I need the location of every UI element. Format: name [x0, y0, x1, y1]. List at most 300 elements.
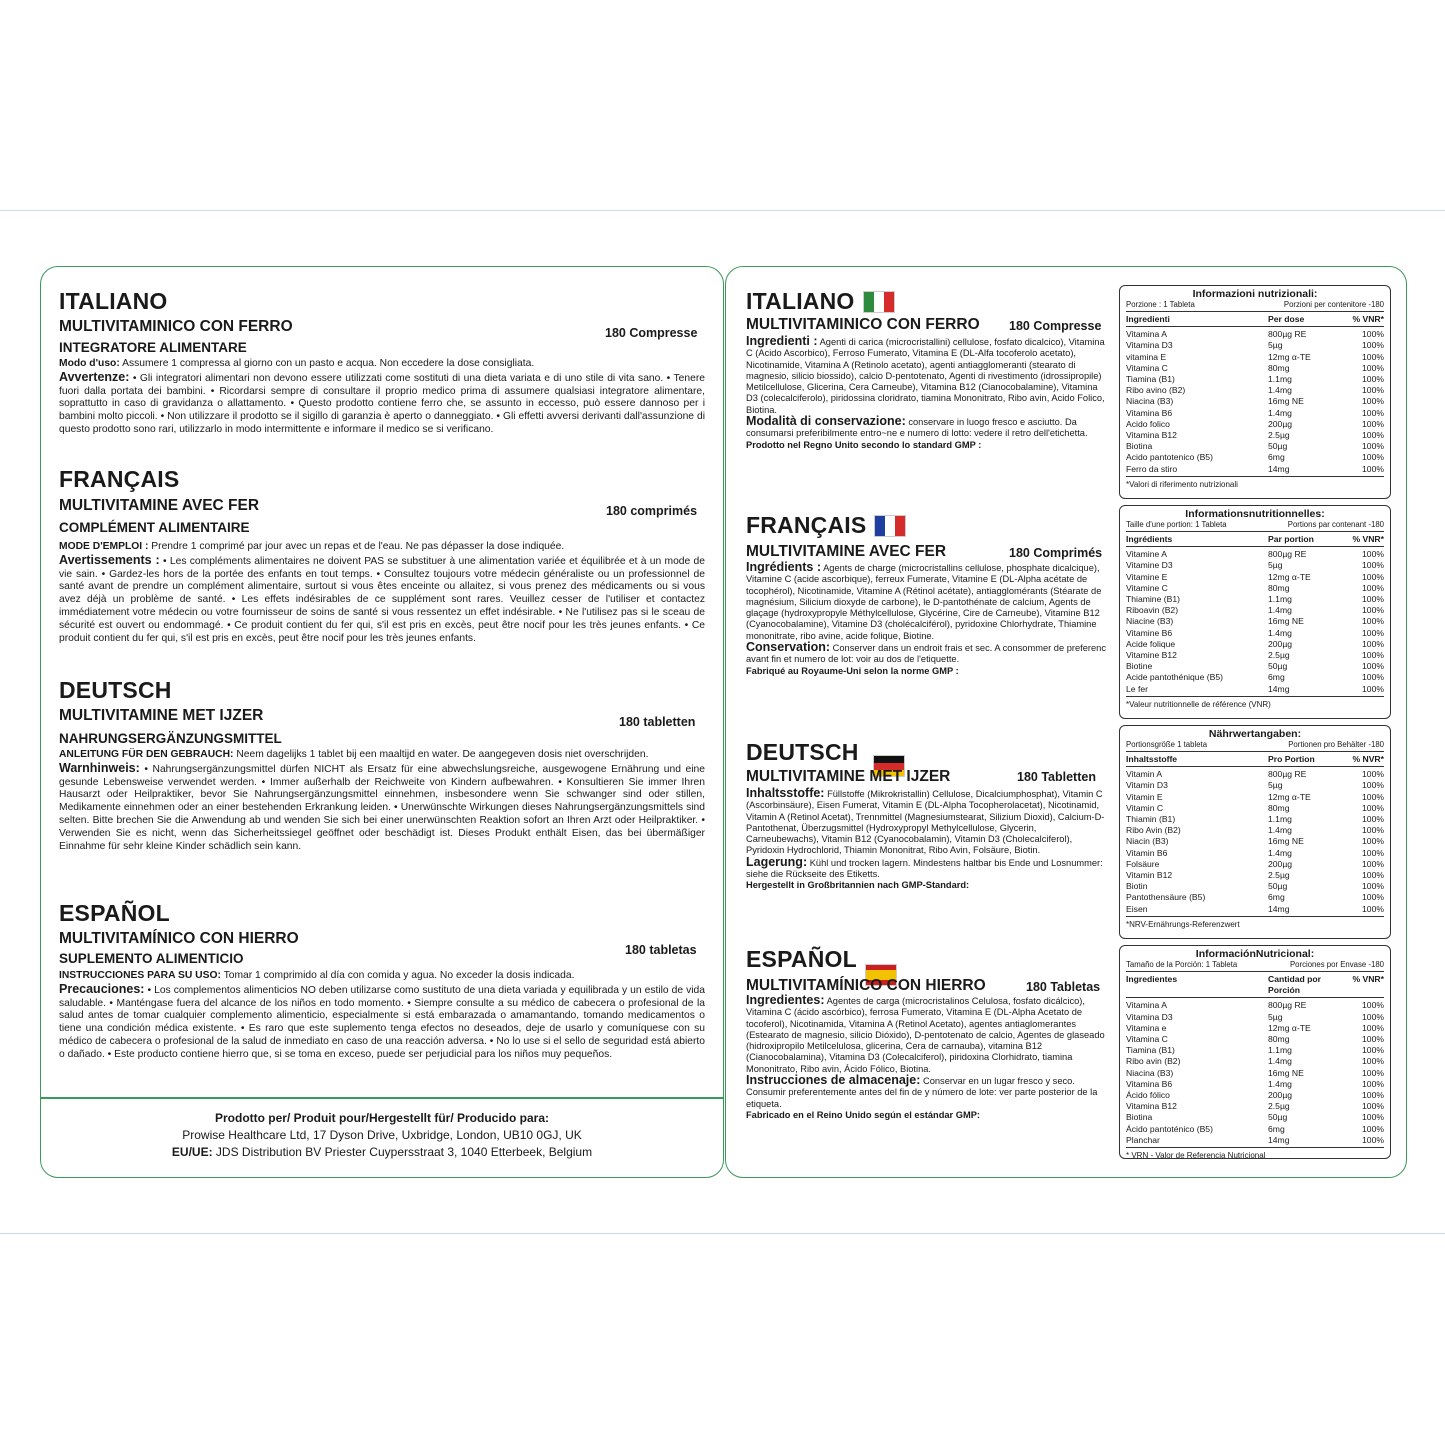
nutrient-nrv: 100% — [1362, 616, 1384, 627]
nutrient-amount: 14mg — [1268, 463, 1290, 474]
nutrient-amount: 200µg — [1268, 1090, 1293, 1101]
nutrient-amount: 50µg — [1268, 881, 1288, 892]
header-nrv: % VNR* — [1352, 974, 1384, 984]
nutrient-nrv: 100% — [1362, 407, 1384, 418]
france-flag-icon — [874, 515, 906, 537]
servings-per-container: Porciones por Envase -180 — [1289, 960, 1384, 969]
table-row — [1126, 848, 1384, 859]
left-it-warn: • Gli integratori alimentari non devono essere utilizzati come sostituti di una dieta variata e di uno stile di vita sano. • Tenere fuori dalla portata dei bambini. • Ricordarsi sempre di consultare il proprio medico prima di assumere qualsiasi integratore alimentare, soprattutto in caso di gravidanza o allattamento. • Questo prodotto contiene ferro che, se assunto in eccesso, può essere dannoso per i bambini molto piccoli. • Non utilizzare il prodotto se il sigillo di garanzia è aperto o danneggiato. • Gli effetti avversi derivanti dall'assunzione di questo prodotto sono rari, utilizzarlo in modo intermittente e informare il medico se si verificano. — [59, 372, 705, 435]
nutrient-nrv: 100% — [1362, 1034, 1384, 1045]
nutrient-nrv: 100% — [1362, 452, 1384, 463]
header-ingredient: Inhaltsstoffe — [1126, 754, 1178, 764]
nutrient-amount: 12mg α-TE — [1268, 571, 1311, 582]
nutrition-rows — [1126, 547, 1384, 697]
footer-line2: Prowise Healthcare Ltd, 17 Dyson Drive, Uxbridge, London, UB10 0GJ, UK — [182, 1128, 582, 1142]
table-row — [1126, 1112, 1384, 1123]
nutrient-name: Vitamina B12 — [1126, 1101, 1177, 1112]
right-fr-ing: Agents de charge (microcristallins cellulose, phosphate dicalcique), Vitamine C (acide ascorbique), ferreux Fumerate, Vitamine E (DL-Alpha acétate de tocophérol), Nicotinamide, Vitamine A (Rétinol acétate), antiagglomérants (Stéarate de magnésium, Silicium dioxyde de carbone), le D-pantothénate de calcium, Agents de glaçage (hydroxypropyle Méthylcellulose, Glycérine, Cire de Carneube), Vitamine B12 (Cyanocobalamine), Vitamine D3 (cholécalciférol), pyridoxine Chlorhydrate, Thiamine mononitrate, ribo avine, acide folique, Biotine. — [746, 563, 1102, 641]
nutrient-name: Vitamin B6 — [1126, 847, 1168, 858]
nutrient-nrv: 100% — [1362, 638, 1384, 649]
table-row — [1126, 881, 1384, 892]
nutrient-name: Vitamina e — [1126, 1022, 1167, 1033]
nutrient-name: Vitamine B12 — [1126, 650, 1177, 661]
footer-divider — [40, 1097, 724, 1099]
table-row — [1126, 352, 1384, 363]
footer-line1: Prodotto per/ Produit pour/Hergestellt für/ Producido para: — [214, 1111, 549, 1125]
right-it-body — [746, 336, 1106, 451]
nutrient-amount: 2.5µg — [1268, 430, 1290, 441]
nutrient-nrv: 100% — [1362, 1022, 1384, 1033]
right-es-store: Conservar en un lugar fresco y seco. Consumir preferentemente antes del fin de y número de lote: ver parte posterior de la etiqueta. — [746, 1076, 1098, 1109]
nutrient-nrv: 100% — [1362, 418, 1384, 429]
nutrient-name: Vitamine C — [1126, 582, 1168, 593]
nutrient-name: Vitamin C — [1126, 802, 1164, 813]
right-de-count: 180 Tabletten — [1017, 770, 1096, 784]
nutrition-table-title: Nährwertangaben: — [1208, 728, 1302, 740]
right-it-lang-row — [746, 288, 895, 315]
top-rule — [0, 210, 1445, 211]
nutrient-amount: 1.4mg — [1268, 1078, 1292, 1089]
nutrition-rows — [1126, 998, 1384, 1148]
left-de-usage-label: ANLEITUNG FÜR DEN GEBRAUCH: — [59, 749, 234, 760]
italy-flag-icon — [863, 291, 895, 313]
nutrient-amount: 14mg — [1268, 683, 1290, 694]
nutrition-table-title: Informationsnutritionnelles: — [1185, 508, 1325, 520]
table-row — [1126, 430, 1384, 441]
left-de-product: MULTIVITAMINE MET IJZER — [59, 707, 264, 724]
nutrient-nrv: 100% — [1362, 1000, 1384, 1011]
nutrient-nrv: 100% — [1362, 560, 1384, 571]
nutrient-nrv: 100% — [1362, 791, 1384, 802]
right-es-product: MULTIVITAMÍNICO CON HIERRO — [746, 977, 986, 994]
nutrient-nrv: 100% — [1362, 582, 1384, 593]
nutrition-rows — [1126, 767, 1384, 917]
table-row — [1126, 639, 1384, 650]
table-row — [1126, 661, 1384, 672]
header-ingredient: Ingredientes — [1126, 974, 1178, 984]
right-it-ing-label: Ingredienti : — [746, 334, 818, 348]
nutrient-name: Niacina (B3) — [1126, 1067, 1174, 1078]
nutrient-name: Vitamin D3 — [1126, 780, 1168, 791]
servings-per-container: Portions par contenant -180 — [1287, 520, 1384, 529]
nutrient-amount: 50µg — [1268, 1112, 1288, 1123]
left-fr-body — [59, 541, 705, 645]
nutrient-name: Ribo avino (B2) — [1126, 385, 1186, 396]
nutrient-amount: 6mg — [1268, 672, 1285, 683]
serving-size: Portionsgröße 1 tableta — [1126, 740, 1208, 749]
flag-stripe — [874, 292, 884, 312]
nutrient-amount: 50µg — [1268, 661, 1288, 672]
table-row — [1126, 572, 1384, 583]
right-de-lang: DEUTSCH — [746, 739, 859, 765]
flag-stripe — [875, 516, 885, 536]
flag-stripe — [885, 516, 895, 536]
table-row — [1126, 672, 1384, 683]
nutrient-name: Vitamin E — [1126, 791, 1163, 802]
table-row — [1126, 1023, 1384, 1034]
table-row — [1126, 385, 1384, 396]
nutrient-nrv: 100% — [1362, 769, 1384, 780]
nutrition-table-header — [1126, 532, 1384, 547]
left-es-subtitle: SUPLEMENTO ALIMENTICIO — [59, 951, 244, 966]
flag-stripe — [874, 756, 904, 763]
bottom-rule — [0, 1233, 1445, 1234]
nutrition-table-footnote: *NRV-Ernährungs-Referenzwert — [1126, 919, 1240, 929]
table-row — [1126, 892, 1384, 903]
nutrient-amount: 5µg — [1268, 560, 1283, 571]
nutrient-amount: 50µg — [1268, 441, 1288, 452]
nutrient-name: Niacine (B3) — [1126, 616, 1174, 627]
nutrient-nrv: 100% — [1362, 892, 1384, 903]
right-es-lang: ESPAÑOL — [746, 946, 857, 972]
table-row — [1126, 1090, 1384, 1101]
nutrient-nrv: 100% — [1362, 683, 1384, 694]
nutrient-nrv: 100% — [1362, 463, 1384, 474]
nutrient-nrv: 100% — [1362, 1134, 1384, 1145]
nutrient-name: Biotine — [1126, 661, 1153, 672]
right-es-ing-label: Ingredientes: — [746, 993, 825, 1007]
nutrient-nrv: 100% — [1362, 430, 1384, 441]
serving-size: Taille d'une portion: 1 Tableta — [1126, 520, 1227, 529]
nutrient-amount: 800µg RE — [1268, 769, 1307, 780]
right-it-count: 180 Compresse — [1009, 319, 1102, 333]
nutrient-nrv: 100% — [1362, 351, 1384, 362]
nutrition-table-header — [1126, 312, 1384, 327]
nutrient-nrv: 100% — [1362, 1090, 1384, 1101]
nutrient-amount: 1.1mg — [1268, 1045, 1292, 1056]
right-es-count: 180 Tabletas — [1026, 980, 1101, 994]
nutrient-name: Vitamin A — [1126, 769, 1163, 780]
header-amount: Cantidad por Porción — [1268, 974, 1321, 996]
table-row — [1126, 441, 1384, 452]
nutrient-amount: 80mg — [1268, 1034, 1290, 1045]
right-es-store-label: Instrucciones de almacenaje: — [746, 1073, 921, 1088]
nutrient-amount: 14mg — [1268, 903, 1290, 914]
nutrient-amount: 80mg — [1268, 802, 1290, 813]
nutrient-name: Acido pantotenico (B5) — [1126, 452, 1213, 463]
left-de-lang: DEUTSCH — [59, 677, 172, 703]
table-row — [1126, 1124, 1384, 1135]
header-ingredient: Ingrédients — [1126, 534, 1173, 544]
nutrition-table-header — [1126, 972, 1384, 998]
right-it-lang: ITALIANO — [746, 288, 855, 314]
nutrient-nrv: 100% — [1362, 858, 1384, 869]
right-de-ing-label: Inhaltsstoffe: — [746, 786, 825, 800]
serving-info — [1126, 300, 1384, 312]
left-it-count: 180 Compresse — [605, 326, 698, 340]
nutrient-name: Acide folique — [1126, 638, 1176, 649]
nutrient-amount: 80mg — [1268, 582, 1290, 593]
left-fr-warn-label: Avertissements : — [59, 552, 160, 567]
right-es-made: Fabricado en el Reino Unido según el estándar GMP: — [746, 1109, 981, 1120]
serving-info — [1126, 520, 1384, 532]
nutrient-name: Folsäure — [1126, 858, 1160, 869]
nutrient-nrv: 100% — [1362, 385, 1384, 396]
nutrient-amount: 1.1mg — [1268, 814, 1292, 825]
nutrient-name: Vitamine D3 — [1126, 560, 1173, 571]
nutrient-nrv: 100% — [1362, 605, 1384, 616]
nutrient-amount: 80mg — [1268, 362, 1290, 373]
nutrient-name: Riboavin (B2) — [1126, 605, 1179, 616]
nutrient-amount: 16mg NE — [1268, 836, 1304, 847]
nutrient-name: Acide pantothénique (B5) — [1126, 672, 1223, 683]
left-es-product: MULTIVITAMÍNICO CON HIERRO — [59, 930, 299, 947]
nutrient-name: Ácido fólico — [1126, 1090, 1170, 1101]
table-row — [1126, 628, 1384, 639]
nutrient-amount: 1.4mg — [1268, 1056, 1292, 1067]
nutrient-name: Tiamina (B1) — [1126, 1045, 1175, 1056]
nutrient-name: Eisen — [1126, 903, 1148, 914]
nutrient-amount: 12mg α-TE — [1268, 1022, 1311, 1033]
nutrient-nrv: 100% — [1362, 329, 1384, 340]
nutrient-nrv: 100% — [1362, 1078, 1384, 1089]
left-es-warn-label: Precauciones: — [59, 981, 145, 996]
table-row — [1126, 780, 1384, 791]
right-fr-lang-row — [746, 512, 906, 539]
nutrient-amount: 800µg RE — [1268, 1000, 1307, 1011]
table-row — [1126, 594, 1384, 605]
nutrition-table-header — [1126, 752, 1384, 767]
table-row — [1126, 363, 1384, 374]
header-nrv: % VNR* — [1352, 314, 1384, 324]
left-it-usage-label: Modo d'uso: — [59, 358, 120, 369]
left-fr-warn: • Les compléments alimentaires ne doivent PAS se substituer à une alimentation variée et équilibrée et à un mode de vie sain. • Gardez-les hors de la portée des enfants en tout temps. • Consultez toujours votre médecin généraliste ou un professionnel de santé avant de prendre un complément alimentaire, surtout si vous êtes enceinte ou allaitez, si vous prenez des médicaments ou si vous avez déjà un problème de santé. • Les effets indésirables de ce supplément sont rares. Veuillez cesser de l'utiliser et contactez immédiatement votre médecin ou votre fournisseur de soins de santé si vous ressentez un effet indésirable. • Ne l'utilisez pas si le sceau de sécurité est ouvert ou endommagé. • Ce produit contient du fer qui, s'il est pris en excès, peut être nocif pour les très jeunes enfants. • Ce produit contient du fer qui, s'il est pris en excès, peut être nocif pour les très jeunes enfants. — [59, 555, 705, 644]
right-fr-product: MULTIVITAMINE AVEC FER — [746, 543, 947, 560]
right-de-body — [746, 788, 1106, 892]
nutrient-amount: 1.4mg — [1268, 847, 1292, 858]
nutrient-amount: 2.5µg — [1268, 650, 1290, 661]
nutrient-name: vitamina E — [1126, 351, 1167, 362]
nutrient-amount: 800µg RE — [1268, 329, 1307, 340]
header-amount: Per dose — [1268, 314, 1305, 324]
nutrient-name: Pantothensäure (B5) — [1126, 892, 1206, 903]
nutrition-table-title: Informazioni nutrizionali: — [1192, 288, 1318, 300]
left-it-product: MULTIVITAMINICO CON FERRO — [59, 318, 293, 335]
nutrient-amount: 16mg NE — [1268, 616, 1304, 627]
nutrient-amount: 1.4mg — [1268, 825, 1292, 836]
nutrient-name: Ribo Avin (B2) — [1126, 825, 1181, 836]
servings-per-container: Portionen pro Behälter -180 — [1288, 740, 1384, 749]
nutrient-nrv: 100% — [1362, 1101, 1384, 1112]
table-row — [1126, 650, 1384, 661]
nutrient-amount: 5µg — [1268, 340, 1283, 351]
right-fr-store: Conserver dans un endroit frais et sec. A consommer de preferenc avant fin et numero de lot: voir au dos de l'etiquette. — [746, 643, 1107, 665]
flag-stripe — [864, 292, 874, 312]
table-row — [1126, 825, 1384, 836]
nutrient-nrv: 100% — [1362, 825, 1384, 836]
nutrient-nrv: 100% — [1362, 396, 1384, 407]
nutrient-name: Planchar — [1126, 1134, 1160, 1145]
nutrient-nrv: 100% — [1362, 814, 1384, 825]
table-row — [1126, 1012, 1384, 1023]
nutrient-name: Vitamina A — [1126, 329, 1167, 340]
nutrient-name: Ribo avin (B2) — [1126, 1056, 1181, 1067]
nutrient-nrv: 100% — [1362, 1123, 1384, 1134]
right-it-made: Prodotto nel Regno Unito secondo lo standard GMP : — [746, 439, 982, 450]
nutrient-amount: 2.5µg — [1268, 870, 1290, 881]
table-row — [1126, 859, 1384, 870]
nutrient-name: Vitamina B6 — [1126, 407, 1173, 418]
nutrient-amount: 6mg — [1268, 892, 1285, 903]
nutrient-name: Vitamina D3 — [1126, 1011, 1173, 1022]
right-fr-body — [746, 562, 1106, 677]
table-row — [1126, 583, 1384, 594]
nutrient-name: Vitamina D3 — [1126, 340, 1173, 351]
nutrient-name: Vitamine A — [1126, 549, 1167, 560]
nutrient-amount: 5µg — [1268, 780, 1283, 791]
table-row — [1126, 1101, 1384, 1112]
nutrition-table-it — [1119, 285, 1391, 499]
header-nrv: % VNR* — [1352, 534, 1384, 544]
left-fr-product: MULTIVITAMINE AVEC FER — [59, 497, 260, 514]
left-fr-count: 180 comprimés — [606, 504, 698, 518]
nutrient-amount: 200µg — [1268, 638, 1293, 649]
nutrition-table-footnote: *Valeur nutritionnelle de référence (VNR) — [1126, 699, 1271, 709]
table-row — [1126, 329, 1384, 340]
nutrient-name: Biotin — [1126, 881, 1148, 892]
nutrient-name: Ferro da stiro — [1126, 463, 1178, 474]
nutrient-amount: 200µg — [1268, 858, 1293, 869]
table-row — [1126, 340, 1384, 351]
nutrient-amount: 5µg — [1268, 1011, 1283, 1022]
nutrient-nrv: 100% — [1362, 802, 1384, 813]
nutrition-table-footnote: * VRN - Valor de Referencia Nutricional — [1126, 1151, 1266, 1161]
nutrient-nrv: 100% — [1362, 870, 1384, 881]
nutrient-nrv: 100% — [1362, 362, 1384, 373]
left-fr-usage: Prendre 1 comprimé par jour avec un repas et de l'eau. Ne pas dépasser la dose indiquée. — [151, 541, 565, 552]
nutrient-name: Ácido pantoténico (B5) — [1126, 1123, 1213, 1134]
table-row — [1126, 408, 1384, 419]
nutrient-nrv: 100% — [1362, 549, 1384, 560]
table-row — [1126, 1068, 1384, 1079]
table-row — [1126, 684, 1384, 695]
left-es-body — [59, 970, 705, 1062]
nutrient-nrv: 100% — [1362, 881, 1384, 892]
nutrient-name: Tiamina (B1) — [1126, 374, 1175, 385]
table-row — [1126, 1045, 1384, 1056]
nutrient-nrv: 100% — [1362, 650, 1384, 661]
nutrient-nrv: 100% — [1362, 441, 1384, 452]
nutrient-nrv: 100% — [1362, 627, 1384, 638]
footer-line3 — [40, 1144, 724, 1161]
nutrient-amount: 12mg α-TE — [1268, 351, 1311, 362]
right-it-ing: Agenti di carica (microcristallini) cellulose, fosfato dicalcico), Vitamina C (Acido Ascorbico), Ferroso Fumerato, Vitamina E (DL-Alfa tocoferolo acetato), Nicotinamide, Vitamina A (Retinolo acetato), agenti antiagglomeranti (stearato di magnesio, silicio biossido), calcio D-pentotenato, Agenti di rivestimento (idrossipropile) Metilcellulose, Glicerina, Cera Carneube), Vitamina B12 (Cianocobalamine), Vitamina D3 (colecalciferolo), piridossina cloridrato, tiamina Mononitrato, Ribo avin, Acido Folico, Biotina. — [746, 337, 1105, 415]
nutrient-nrv: 100% — [1362, 1011, 1384, 1022]
left-es-count: 180 tabletas — [625, 943, 697, 957]
nutrient-amount: 1.4mg — [1268, 407, 1292, 418]
right-it-store-label: Modalità di conservazione: — [746, 414, 906, 429]
nutrient-nrv: 100% — [1362, 780, 1384, 791]
right-de-store: Kühl und trocken lagern. Mindestens haltbar bis Ende und Losnummer: siehe die Rückseite des Etiketts. — [746, 857, 1103, 880]
left-it-body — [59, 358, 705, 437]
table-row — [1126, 616, 1384, 627]
serving-info — [1126, 960, 1384, 972]
header-amount: Par portion — [1268, 534, 1314, 544]
right-es-body — [746, 995, 1106, 1121]
right-fr-lang: FRANÇAIS — [746, 512, 867, 538]
nutrition-table-footnote: *Valori di riferimento nutrizionali — [1126, 479, 1238, 489]
nutrient-name: Vitamin B12 — [1126, 870, 1173, 881]
table-row — [1126, 419, 1384, 430]
left-de-subtitle: NAHRUNGSERGÄNZUNGSMITTEL — [59, 731, 282, 746]
table-row — [1126, 452, 1384, 463]
left-es-usage-label: INSTRUCCIONES PARA SU USO: — [59, 970, 221, 981]
left-de-usage: Neem dagelijks 1 tablet bij een maaltijd en water. De aangegeven dosis niet overschrijden. — [236, 749, 649, 760]
nutrient-amount: 800µg RE — [1268, 549, 1307, 560]
manufacturer-footer — [40, 1110, 724, 1161]
nutrient-name: Biotina — [1126, 441, 1153, 452]
left-de-warn: • Nahrungsergänzungsmittel dürfen NICHT als Ersatz für eine abwechslungsreiche, ausgewogene Ernährung und eine gesunde Lebensweise verwendet werden. • Immer außerhalb der Reichweite von Kindern aufbewahren. • Konsultieren Sie immer Ihren Hausarzt oder Heilpraktiker, bevor Sie Nahrungsergänzungsmittel einnehmen, insbesondere wenn Sie schwanger sind oder stillen, Medikamente einnehmen oder an einer bestehenden Erkrankung leiden. • Unerwünschte Wirkungen dieses Nahrungsergänzungsmittels sind selten. Bitte brechen Sie die Anwendung ab und wenden Sie sich bei einer unerwünschten Reaktion sofort an Ihren Arzt oder Heilpraktiker. • Verwenden Sie es nicht, wenn das Sicherheitssiegel geöffnet oder beschädigt ist. Dieses Produkt enthält Eisen, das bei übermäßiger Einnahme für sehr kleine Kinder schädlich sein kann. — [59, 763, 705, 852]
table-row — [1126, 1135, 1384, 1146]
left-de-warn-label: Warnhinweis: — [59, 760, 140, 775]
nutrient-nrv: 100% — [1362, 661, 1384, 672]
left-es-lang: ESPAÑOL — [59, 900, 170, 926]
nutrient-nrv: 100% — [1362, 847, 1384, 858]
table-row — [1126, 1056, 1384, 1067]
table-row — [1126, 464, 1384, 475]
header-ingredient: Ingredienti — [1126, 314, 1170, 324]
nutrition-table-title: InformaciónNutricional: — [1195, 948, 1315, 960]
table-row — [1126, 904, 1384, 915]
table-row — [1126, 1034, 1384, 1045]
nutrient-amount: 200µg — [1268, 418, 1293, 429]
nutrient-name: Vitamina B6 — [1126, 1078, 1173, 1089]
footer-eu-address: JDS Distribution BV Priester Cuypersstraat 3, 1040 Etterbeek, Belgium — [215, 1145, 593, 1159]
servings-per-container: Porzioni per contenitore -180 — [1283, 300, 1384, 309]
nutrient-name: Thiamin (B1) — [1126, 814, 1176, 825]
nutrient-nrv: 100% — [1362, 836, 1384, 847]
nutrient-name: Vitamine E — [1126, 571, 1168, 582]
nutrient-nrv: 100% — [1362, 571, 1384, 582]
nutrient-amount: 14mg — [1268, 1134, 1290, 1145]
left-de-body — [59, 749, 705, 853]
nutrient-amount: 1.4mg — [1268, 627, 1292, 638]
nutrient-amount: 1.1mg — [1268, 594, 1292, 605]
header-amount: Pro Portion — [1268, 754, 1315, 764]
serving-size: Tamaño de la Porción: 1 Tableta — [1126, 960, 1238, 969]
nutrient-name: Niacin (B3) — [1126, 836, 1169, 847]
nutrient-amount: 1.1mg — [1268, 374, 1292, 385]
nutrient-nrv: 100% — [1362, 672, 1384, 683]
nutrient-nrv: 100% — [1362, 1067, 1384, 1078]
nutrient-name: Biotina — [1126, 1112, 1153, 1123]
right-fr-count: 180 Comprimés — [1009, 546, 1103, 560]
nutrient-name: Thiamine (B1) — [1126, 594, 1180, 605]
left-fr-usage-label: MODE D'EMPLOI : — [59, 541, 149, 552]
nutrient-amount: 1.4mg — [1268, 385, 1292, 396]
nutrient-nrv: 100% — [1362, 594, 1384, 605]
nutrient-amount: 16mg NE — [1268, 396, 1304, 407]
nutrient-name: Vitamina A — [1126, 1000, 1167, 1011]
right-fr-made: Fabriqué au Royaume-Uni selon la norme GMP : — [746, 665, 959, 676]
right-it-product: MULTIVITAMINICO CON FERRO — [746, 316, 980, 333]
nutrient-name: Vitamina C — [1126, 362, 1168, 373]
left-it-lang: ITALIANO — [59, 288, 168, 314]
right-de-made: Hergestellt in Großbritannien nach GMP-Standard: — [746, 880, 970, 891]
serving-size: Porzione : 1 Tableta — [1126, 300, 1195, 309]
left-it-subtitle: INTEGRATORE ALIMENTARE — [59, 340, 247, 355]
right-de-product: MULTIVITAMINE MET IJZER — [746, 768, 951, 785]
footer-eu-label: EU/UE: — [171, 1145, 213, 1159]
right-de-ing: Füllstoffe (Mikrokristallin) Cellulose, Dicalciumphosphat), Vitamin C (Ascorbinsäure), Eisen Fumerat, Vitamin E (DL-Alpha Tocopherolacetat), Nicotinamid, Vitamin A (Retinol Acetat), Trennmittel (Magnesiumstearat, Silizium Dioxid), Calcium-D-Pantothenat, Überzugsmittel (Hydroxypropyl Methylcellulose, Glycerin, Carneubewachs), Vitamin B12 (Cyanocobalamin), Vitamin D3 (Cholecalciferol), Pyridoxin Hydrochlorid, Thiamin Mononitrat, Ribo Avin, Folsäure, Biotin. — [746, 789, 1105, 856]
nutrition-table-fr — [1119, 505, 1391, 719]
nutrient-nrv: 100% — [1362, 1112, 1384, 1123]
right-es-ing: Agentes de carga (microcristalinos Celulosa, fosfato dicálcico), Vitamina C (ácido ascórbico), ferrosa Fumerato, Vitamina E (DL-Alpha Acetato de tocoferol), Nicotinamida, Vitamina A (Retinol Acetato), agentes antiaglomerantes (Estearato de magnesio, silicio Dióxido), D-pentotenato de calcio, Agentes de glaseado (hidroxipropilo Metilcelulosa, glicerina, Cera de carnauba), vitamina B12 (Cianocobalamina), Vitamina D3 (Colecalciferol), piridoxina Clorhidrato, tiamina Mononitrato, Ribo avin, Ácido Fólico, Biotina. — [746, 996, 1105, 1074]
table-row — [1126, 1079, 1384, 1090]
nutrient-name: Niacina (B3) — [1126, 396, 1174, 407]
nutrient-amount: 12mg α-TE — [1268, 791, 1311, 802]
serving-info — [1126, 740, 1384, 752]
